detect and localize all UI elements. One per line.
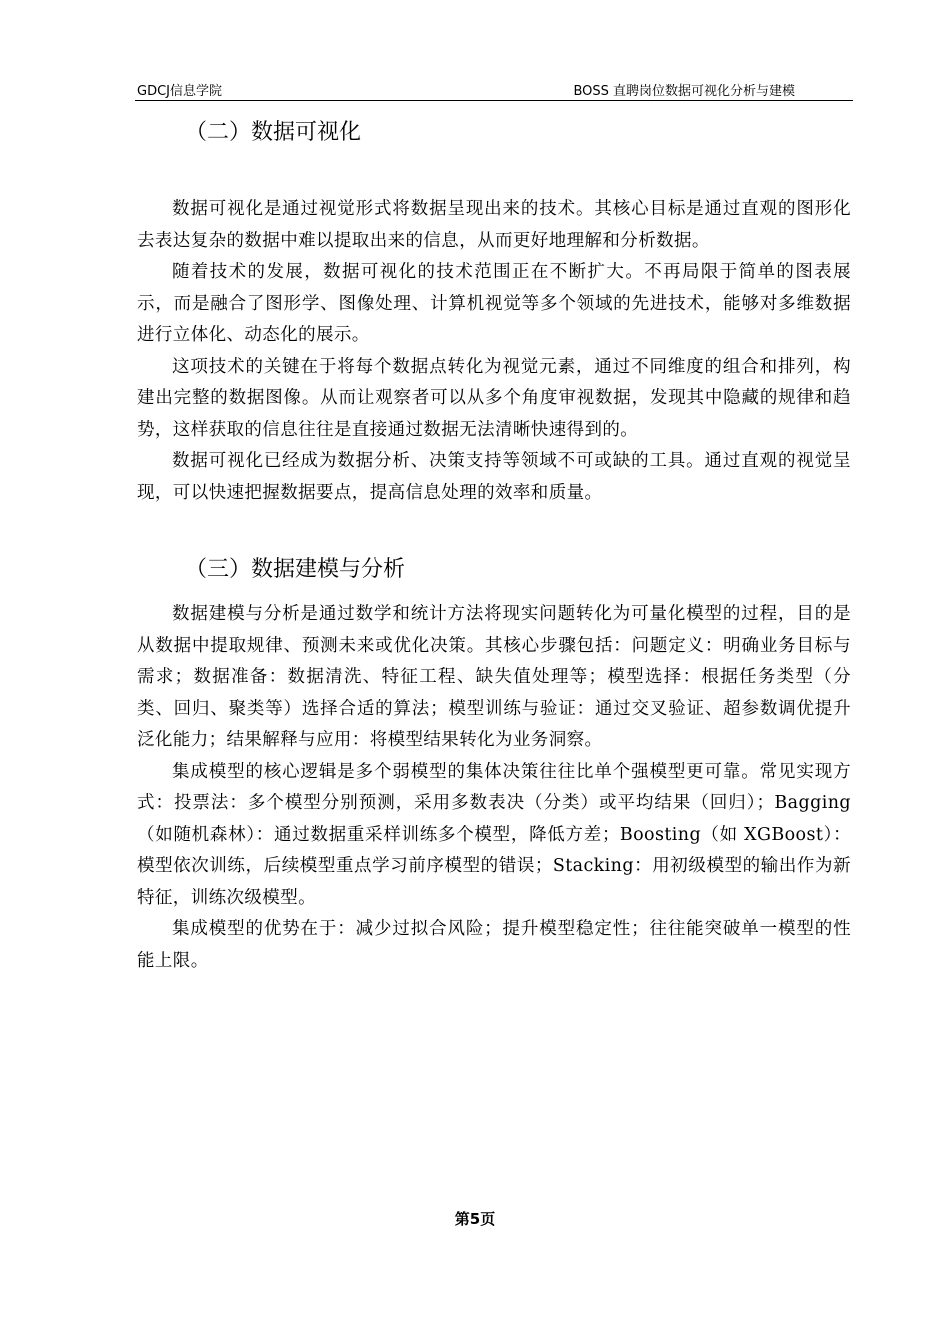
paragraph: 随着技术的发展，数据可视化的技术范围正在不断扩大。不再局限于简单的图表展示，而是融合了图形学、图像处理、计算机视觉等多个领域的先进技术，能够对多维数据进行立体化、动态化的展示。 [137,262,851,345]
paragraph: 数据可视化是通过视觉形式将数据呈现出来的技术。其核心目标是通过直观的图形化去表达复杂的数据中难以提取出来的信息，从而更好地理解和分析数据。 [137,199,851,251]
page-content [137,110,851,977]
paragraph: 集成模型的核心逻辑是多个弱模型的集体决策往往比单个强模型更可靠。常见实现方式：投票法：多个模型分别预测，采用多数表决（分类）或平均结果（回归）；Bagging（如随机森林）：通过数据重采样训练多个模型，降低方差；Boosting（如 XGBoost）：模型依次训练，后续模型重点学习前序模型的错误；Stacking：用初级模型的输出作为新特征，训练次级模型。 [137,761,851,908]
header-institution: GDCJ信息学院 [137,84,222,99]
page-header [135,78,853,101]
section-title-modeling: （三）数据建模与分析 [185,557,406,582]
section-title-visualization: （二）数据可视化 [185,120,362,145]
paragraph: 集成模型的优势在于：减少过拟合风险；提升模型稳定性；往往能突破单一模型的性能上限。 [137,919,851,971]
page-number: 第5页 [454,1210,496,1228]
paragraph: 数据建模与分析是通过数学和统计方法将现实问题转化为可量化模型的过程，目的是从数据中提取规律、预测未来或优化决策。其核心步骤包括：问题定义：明确业务目标与需求；数据准备：数据清洗、特征工程、缺失值处理等；模型选择：根据任务类型（分类、回归、聚类等）选择合适的算法；模型训练与验证：通过交叉验证、超参数调优提升泛化能力；结果解释与应用：将模型结果转化为业务洞察。 [137,604,851,750]
header-document-title: BOSS 直聘岗位数据可视化分析与建模 [573,84,795,99]
paragraph: 这项技术的关键在于将每个数据点转化为视觉元素，通过不同维度的组合和排列，构建出完整的数据图像。从而让观察者可以从多个角度审视数据，发现其中隐藏的规律和趋势，这样获取的信息往往是直接通过数据无法清晰快速得到的。 [137,356,851,440]
paragraph: 数据可视化已经成为数据分析、决策支持等领域不可或缺的工具。通过直观的视觉呈现，可以快速把握数据要点，提高信息处理的效率和质量。 [137,451,851,503]
